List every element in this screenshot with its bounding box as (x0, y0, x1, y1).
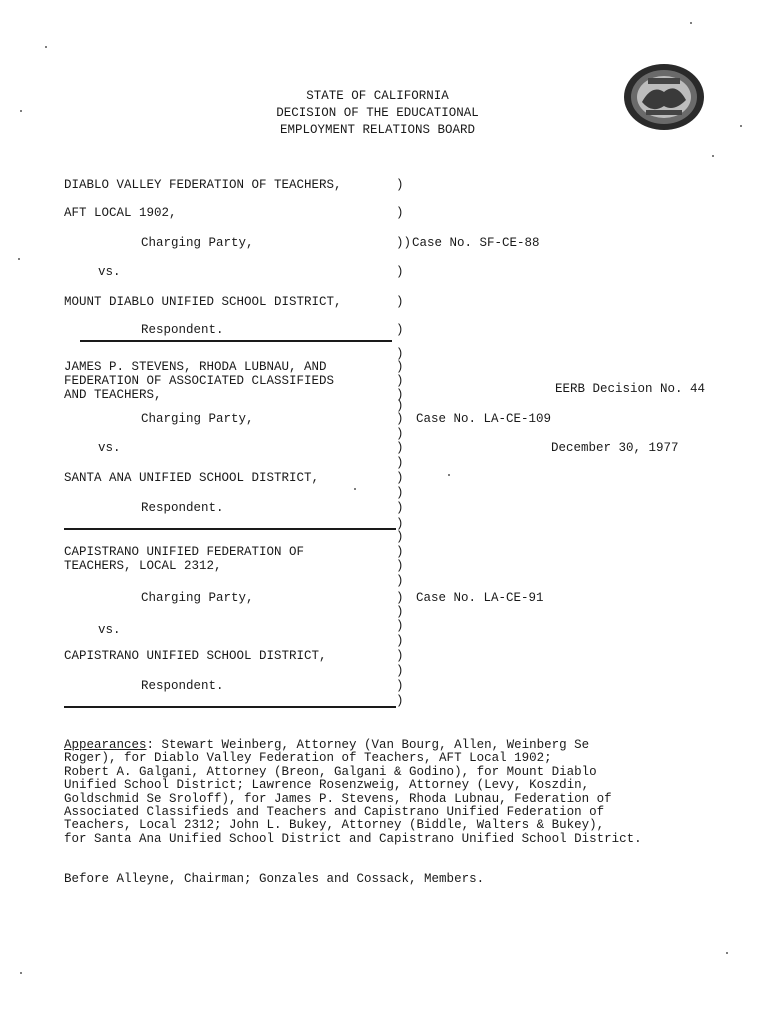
scan-speck (45, 46, 47, 48)
case3-respondent-label: Respondent. (141, 679, 224, 693)
paren: ) (396, 374, 404, 388)
paren: ) (396, 694, 404, 708)
scan-speck (726, 952, 728, 954)
paren: ) (396, 545, 404, 559)
scan-speck (20, 972, 22, 974)
case3-rule (64, 706, 396, 708)
paren: ) (396, 206, 404, 220)
case1-party-line1: DIABLO VALLEY FEDERATION OF TEACHERS, (64, 178, 342, 192)
appearances-line: Teachers, Local 2312; John L. Bukey, Attorney (Biddle, Walters & Bukey), (64, 818, 605, 833)
paren: ) (396, 664, 404, 678)
case1-case-number: Case No. SF-CE-88 (412, 236, 540, 250)
case2-case-number: Case No. LA-CE-109 (416, 412, 552, 426)
case1-party-line2: AFT LOCAL 1902, (64, 206, 177, 220)
paren: ) (396, 456, 404, 470)
paren: ) (396, 517, 404, 531)
appearances-line: Robert A. Galgani, Attorney (Breon, Galgani & Godino), for Mount Diablo (64, 764, 597, 779)
paren: ) (396, 634, 404, 648)
case2-vs: vs. (98, 441, 121, 455)
document-header (190, 88, 565, 139)
decision-date: December 30, 1977 (551, 441, 679, 455)
paren: ) (396, 471, 404, 485)
case2-party-line2: FEDERATION OF ASSOCIATED CLASSIFIEDS (64, 374, 335, 388)
paren: ) (396, 323, 404, 337)
scan-speck (18, 258, 20, 260)
case3-vs: vs. (98, 623, 121, 637)
header-line-state: STATE OF CALIFORNIA (306, 89, 449, 103)
paren: ) (396, 559, 404, 573)
appearances-line (64, 739, 744, 752)
case1-respondent-label: Respondent. (141, 323, 224, 337)
paren: ) (396, 679, 404, 693)
case2-party-line1: JAMES P. STEVENS, RHODA LUBNAU, AND (64, 360, 327, 374)
paren: ) (396, 347, 404, 361)
case3-party-line1: CAPISTRANO UNIFIED FEDERATION OF (64, 545, 305, 559)
scan-speck (690, 22, 692, 24)
paren: ) (396, 441, 404, 455)
paren: )) (396, 236, 412, 250)
paren: ) (396, 388, 404, 402)
case1-charging-label: Charging Party, (141, 236, 254, 250)
paren: ) (396, 265, 404, 279)
paren: ) (396, 619, 404, 633)
appearances-paragraph (64, 739, 744, 846)
paren: ) (396, 574, 404, 588)
scan-speck (740, 125, 742, 127)
case3-respondent-name: CAPISTRANO UNIFIED SCHOOL DISTRICT, (64, 649, 327, 663)
case2-respondent-name: SANTA ANA UNIFIED SCHOOL DISTRICT, (64, 471, 320, 485)
appearances-line: Roger), for Diablo Valley Federation of Teachers, AFT Local 1902; (64, 751, 552, 766)
paren: ) (396, 399, 404, 413)
paren: ) (396, 295, 404, 309)
scan-speck (20, 110, 22, 112)
appearances-line: Associated Classifieds and Teachers and Capistrano Unified Federation of (64, 805, 605, 820)
scan-speck (354, 488, 356, 490)
appearances-line: Goldschmid Se Sroloff), for James P. Stevens, Rhoda Lubnau, Federation of (64, 791, 612, 806)
paren: ) (396, 360, 404, 374)
scan-speck (712, 155, 714, 157)
panel-members: Before Alleyne, Chairman; Gonzales and Cossack, Members. (64, 872, 485, 886)
paren: ) (396, 649, 404, 663)
state-seal-icon (622, 62, 706, 132)
decision-number: EERB Decision No. 44 (555, 382, 706, 396)
case2-rule (64, 528, 396, 530)
appearances-line: for Santa Ana Unified School District and Capistrano Unified School District. (64, 831, 642, 846)
appearances-line1-text: : Stewart Weinberg, Attorney (Van Bourg, Allen, Weinberg Se (146, 738, 590, 752)
case1-rule (80, 340, 392, 342)
header-line-board: EMPLOYMENT RELATIONS BOARD (279, 123, 476, 137)
scan-speck (448, 474, 450, 476)
paren: ) (396, 530, 404, 544)
case3-case-number: Case No. LA-CE-91 (416, 591, 544, 605)
paren: ) (396, 486, 404, 500)
case3-charging-label: Charging Party, (141, 591, 254, 605)
paren: ) (396, 178, 404, 192)
case2-party-line3: AND TEACHERS, (64, 388, 162, 402)
appearances-line: Unified School District; Lawrence Rosenzweig, Attorney (Levy, Koszdin, (64, 778, 590, 793)
paren: ) (396, 427, 404, 441)
paren: ) (396, 591, 404, 605)
case2-charging-label: Charging Party, (141, 412, 254, 426)
paren: ) (396, 412, 404, 426)
case2-respondent-label: Respondent. (141, 501, 224, 515)
paren: ) (396, 501, 404, 515)
case3-party-line2: TEACHERS, LOCAL 2312, (64, 559, 222, 573)
case1-respondent-name: MOUNT DIABLO UNIFIED SCHOOL DISTRICT, (64, 295, 342, 309)
header-line-decision: DECISION OF THE EDUCATIONAL (276, 106, 479, 120)
appearances-label: Appearances (64, 738, 147, 752)
case1-vs: vs. (98, 265, 121, 279)
paren: ) (396, 605, 404, 619)
